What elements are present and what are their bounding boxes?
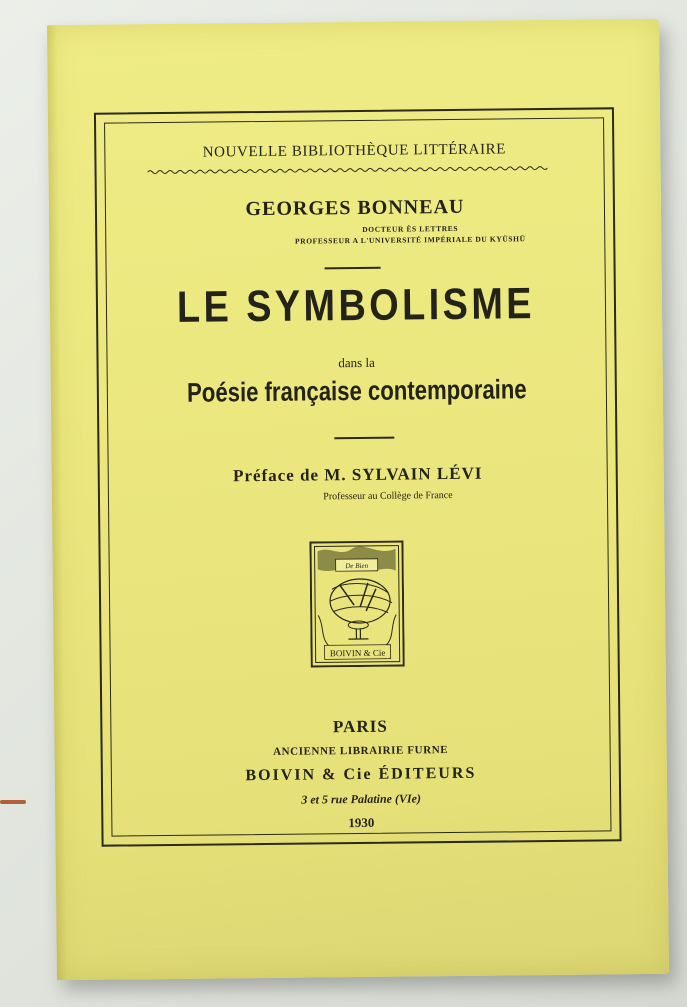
emblem-label: BOIVIN & Cie: [329, 647, 386, 659]
publisher-former-name: ANCIENNE LIBRAIRIE FURNE: [272, 744, 449, 758]
book-cover: [47, 19, 669, 980]
author-name: GEORGES BONNEAU: [245, 195, 465, 221]
divider-rule: [325, 267, 381, 270]
divider-rule: [334, 437, 394, 440]
series-title: NOUVELLE BIBLIOTHÈQUE LITTÉRAIRE: [202, 141, 507, 161]
book-title: LE SYMBOLISME: [176, 279, 536, 332]
author-credential-degree: DOCTEUR ÈS LETTRES: [362, 223, 459, 234]
publisher-name: BOIVIN & Cie ÉDITEURS: [245, 764, 477, 785]
publisher-city: PARIS: [332, 716, 388, 737]
preface-credential: Professeur au Collège de France: [323, 490, 453, 503]
author-credential-position: PROFESSEUR A L'UNIVERSITÉ IMPÉRIALE DU KYŪSHŪ: [294, 234, 526, 246]
publisher-emblem-icon: [309, 541, 404, 668]
cover-frame-inner: [104, 117, 611, 836]
desk-mark: [0, 800, 26, 804]
cover-frame-outer: [94, 107, 622, 846]
cover-content: [105, 118, 610, 835]
emblem-motto: De Bien: [345, 561, 369, 571]
publication-year: 1930: [348, 814, 375, 831]
book-subtitle: Poésie française contemporaine: [186, 374, 527, 408]
wavy-rule: [148, 165, 548, 175]
title-connector: dans la: [338, 354, 375, 371]
preface-line: Préface de M. SYLVAIN LÉVI: [232, 463, 483, 486]
publisher-address: 3 et 5 rue Palatine (VIe): [301, 791, 422, 807]
